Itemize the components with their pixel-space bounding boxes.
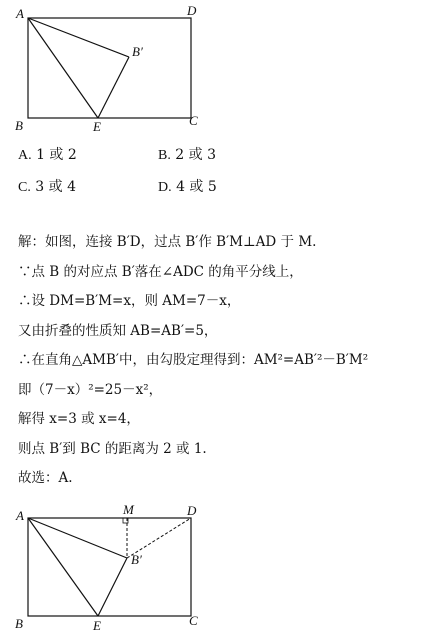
option-d-key: D. — [158, 180, 172, 195]
label-e-2: E — [93, 618, 101, 633]
label-a: A — [16, 6, 24, 21]
option-a-text: 1 或 2 — [36, 147, 77, 163]
segment-ab-prime — [28, 18, 129, 57]
solution-line-9: 故选：A. — [18, 470, 73, 486]
label-b-prime-2: B′ — [131, 552, 142, 567]
solution — [18, 228, 428, 494]
solution-line-4: 又由折叠的性质知 AB=AB′=5， — [18, 322, 218, 339]
figure-2 — [0, 500, 432, 640]
option-c-text: 3 或 4 — [35, 179, 77, 195]
option-c — [18, 176, 158, 196]
option-a — [18, 144, 158, 164]
segment-b-prime-e — [98, 57, 129, 118]
solution-line-7: 解得 x=3 或 x=4， — [18, 411, 140, 427]
segment-b-prime-e-2 — [98, 558, 127, 616]
solution-line-6: 即（7－x）²=25－x²， — [18, 381, 163, 398]
option-b — [158, 144, 298, 164]
label-a-2: A — [16, 508, 24, 523]
option-b-key: B. — [158, 148, 171, 163]
label-c-2: C — [189, 613, 198, 628]
label-c: C — [189, 113, 198, 128]
option-b-text: 2 或 3 — [175, 147, 217, 163]
figure-1 — [0, 0, 432, 135]
option-a-key: A. — [18, 148, 32, 163]
label-d: D — [187, 3, 197, 18]
options-row-2 — [18, 170, 418, 202]
option-d-text: 4 或 5 — [176, 179, 217, 195]
solution-line-2: ∵点 B 的对应点 B′落在∠ADC 的角平分线上， — [18, 263, 303, 280]
solution-line-3: ∴设 DM=B′M=x，则 AM=7－x， — [18, 293, 241, 309]
label-d-2: D — [187, 503, 197, 518]
segment-ae — [28, 18, 98, 118]
label-b-2: B — [15, 616, 23, 631]
label-e: E — [93, 119, 101, 134]
label-b-prime: B′ — [132, 44, 143, 59]
solution-line-5: ∴在直角△AMB′中，由勾股定理得到：AM²=AB′²－B′M² — [18, 352, 369, 368]
label-m: M — [123, 502, 134, 517]
figure-1-svg — [0, 0, 432, 135]
figure-2-svg — [0, 500, 432, 640]
option-c-key: C. — [18, 180, 31, 195]
solution-line-8: 则点 B′到 BC 的距离为 2 或 1. — [18, 440, 207, 457]
option-d — [158, 176, 298, 196]
solution-line-1: 解：如图，连接 B′D，过点 B′作 B′M⊥AD 于 M. — [18, 234, 317, 250]
options-row-1 — [18, 138, 418, 170]
rectangle-abcd — [28, 18, 191, 118]
label-b: B — [15, 118, 23, 133]
answer-options — [18, 138, 418, 202]
